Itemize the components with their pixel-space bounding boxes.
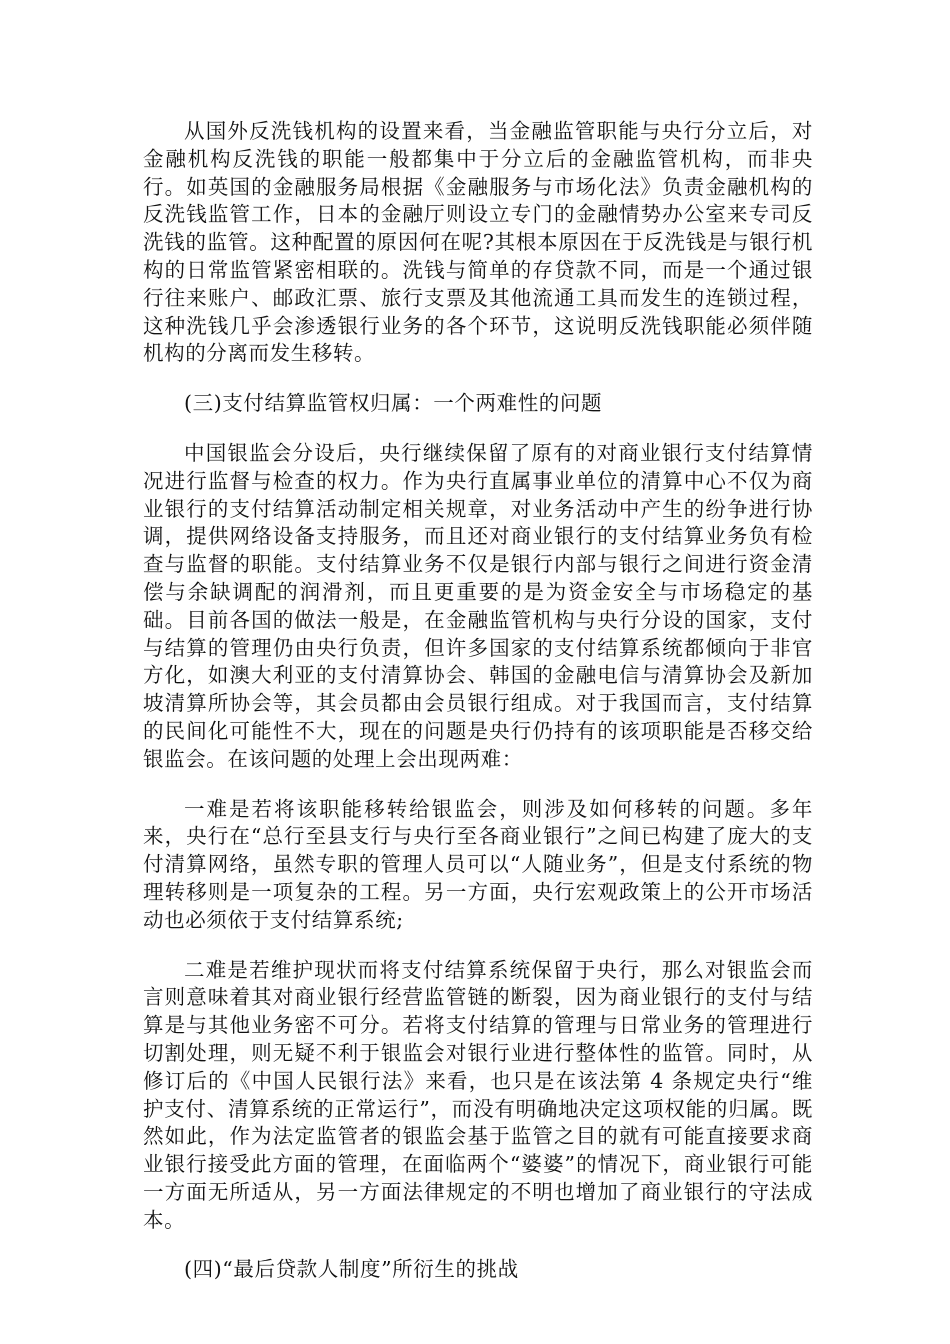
paragraph-payment-settlement: 中国银监会分设后，央行继续保留了原有的对商业银行支付结算情况进行监督与检查的权力。作为央行直属事业单位的清算中心不仅为商业银行的支付结算活动制定相关规章，对业务活动中产生的纷争进行协调，提供网络设备支持服务，而且还对商业银行的支付结算业务负有检查与监督的职能。支付结算业务不仅是银行内部与银行之间进行资金清偿与余缺调配的润滑剂，而且更重要的是为资金安全与市场稳定的基础。目前各国的做法一般是，在金融监管机构与央行分设的国家，支付与结算的管理仍由央行负责，但许多国家的支付结算系统都倾向于非官方化，如澳大利亚的支付清算协会、韩国的金融电信与清算协会及新加坡清算所协会等，其会员都由会员银行组成。对于我国而言，支付结算的民间化可能性不大，现在的问题是央行仍持有的该项职能是否移交给银监会。在该问题的处理上会出现两难： [143,440,813,771]
section-heading-payment-settlement: (三)支付结算监管权归属：一个两难性的问题 [184,391,603,416]
paragraph-dilemma-two: 二难是若维护现状而将支付结算系统保留于央行，那么对银监会而言则意味着其对商业银行经营监管链的断裂，因为商业银行的支付与结算是与其他业务密不可分。若将支付结算的管理与日常业务的管理进行切割处理，则无疑不利于银监会对银行业进行整体性的监管。同时，从修订后的《中国人民银行法》来看，也只是在该法第 4 条规定央行“维护支付、清算系统的正常运行”，而没有明确地决定这项权能的归属。既然如此，作为法定监管者的银监会基于监管之目的就有可能直接要求商业银行接受此方面的管理，在面临两个“婆婆”的情况下，商业银行可能一方面无所适从，另一方面法律规定的不明也增加了商业银行的守法成本。 [143,957,813,1232]
section-heading-lender-of-last-resort: (四)“最后贷款人制度”所衍生的挑战 [184,1257,519,1282]
paragraph-dilemma-one: 一难是若将该职能移转给银监会，则涉及如何移转的问题。多年来，央行在“总行至县支行与央行至各商业银行”之间已构建了庞大的支付清算网络，虽然专职的管理人员可以“人随业务”，但是支付系统的物理转移则是一项复杂的工程。另一方面，央行宏观政策上的公开市场活动也必须依于支付结算系统; [143,796,813,932]
paragraph-anti-money-laundering: 从国外反洗钱机构的设置来看，当金融监管职能与央行分立后，对金融机构反洗钱的职能一般都集中于分立后的金融监管机构，而非央行。如英国的金融服务局根据《金融服务与市场化法》负责金融机构的反洗钱监管工作，日本的金融厅则设立专门的金融情势办公室来专司反洗钱的监管。这种配置的原因何在呢?其根本原因在于反洗钱是与银行机构的日常监管紧密相联的。洗钱与简单的存贷款不同，而是一个通过银行往来账户、邮政汇票、旅行支票及其他流通工具而发生的连锁过程，这种洗钱几乎会渗透银行业务的各个环节，这说明反洗钱职能必须伴随机构的分离而发生移转。 [143,119,813,366]
document-page [143,118,813,1306]
